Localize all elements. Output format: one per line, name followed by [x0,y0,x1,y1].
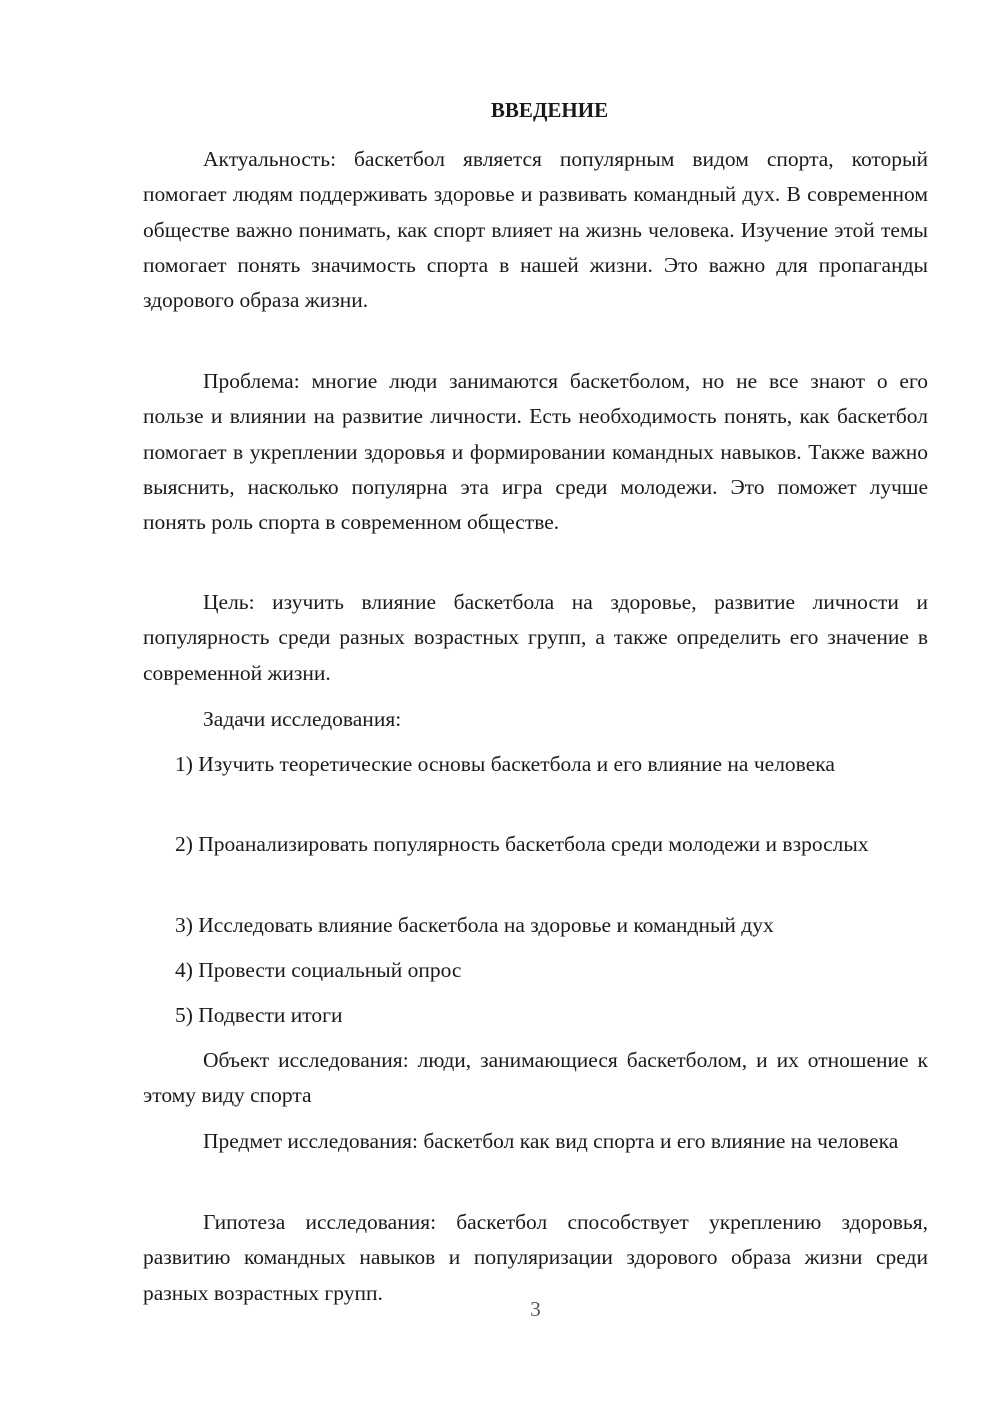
task-item-3: 3) Исследовать влияние баскетбола на здоровье и командный дух [175,913,774,937]
paragraph-goal: Цель: изучить влияние баскетбола на здоровье, развитие личности и популярность среди разных возрастных групп, а также определить его значение в современной жизни. [143,590,928,685]
paragraph-relevance: Актуальность: баскетбол является популярным видом спорта, который помогает людям поддерживать здоровье и развивать командный дух. В современном обществе важно понимать, как спорт влияет на жизнь человека. Изучение этой темы помогает понять значимость спорта в нашей жизни. Это важно для пропаганды здорового образа жизни. [143,147,928,313]
section-title: ВВЕДЕНИЕ [490,98,609,122]
page-number: 3 [530,1297,541,1321]
task-item-1: 1) Изучить теоретические основы баскетбола и его влияние на человека [175,752,835,776]
paragraph-problem: Проблема: многие люди занимаются баскетболом, но не все знают о его пользе и влиянии на развитие личности. Есть необходимость понять, как баскетбол помогает в укреплении здоровья и формировании командных навыков. Также важно выяснить, насколько популярна эта игра среди молодежи. Это поможет лучше понять роль спорта в современном обществе. [143,369,928,535]
task-item-4: 4) Провести социальный опрос [175,958,462,982]
paragraph-subject: Предмет исследования: баскетбол как вид спорта и его влияние на человека [203,1129,899,1153]
paragraph-hypothesis: Гипотеза исследования: баскетбол способствует укреплению здоровья, развитию командных навыков и популяризации здорового образа жизни среди разных возрастных групп. [143,1210,928,1305]
task-item-5: 5) Подвести итоги [175,1003,343,1027]
paragraph-object: Объект исследования: люди, занимающиеся баскетболом, и их отношение к этому виду спорта [143,1048,928,1108]
tasks-heading: Задачи исследования: [203,707,402,731]
task-item-2: 2) Проанализировать популярность баскетбола среди молодежи и взрослых [175,832,869,856]
